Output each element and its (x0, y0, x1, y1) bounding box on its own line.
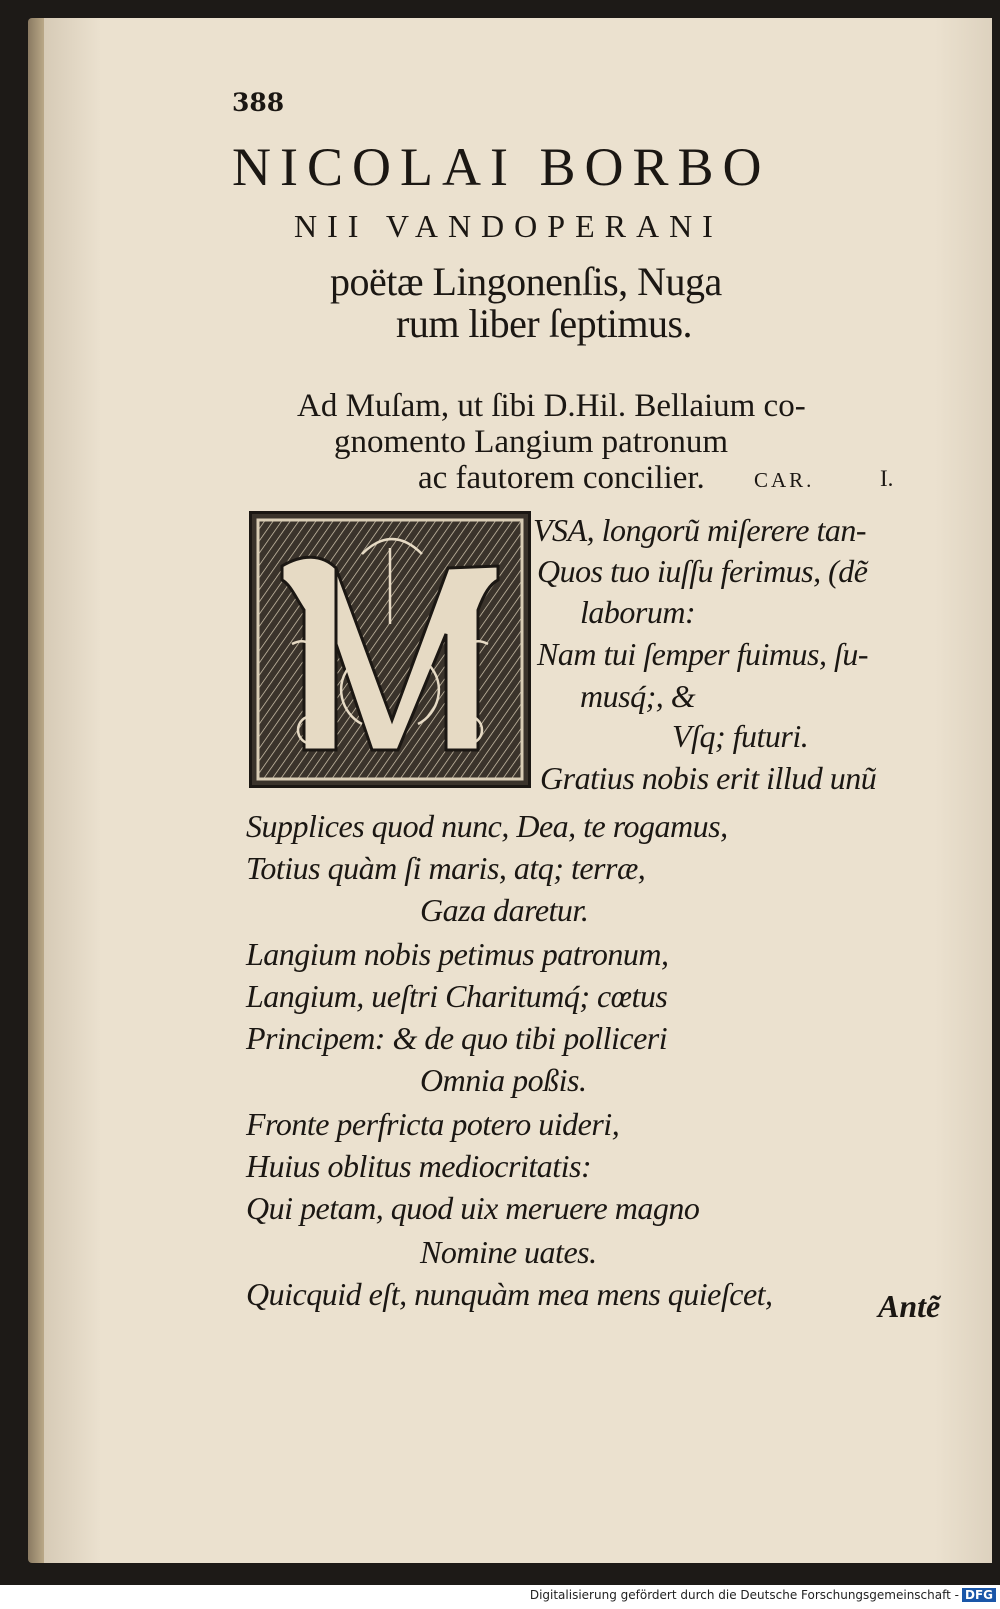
verse-line-11: Langium nobis petimus patronum, (246, 936, 669, 972)
verse-line-5: musq́;, & (580, 678, 696, 714)
verse-line-13: Principem: & de quo tibi polliceri (246, 1020, 668, 1056)
verse-line-8: Supplices quod nunc, Dea, te rogamus, (246, 808, 728, 844)
heading-line-3: ac fautorem concilier. (418, 460, 705, 496)
title-line-2: NII VANDOPERANI (294, 208, 723, 244)
carmen-number: I. (880, 466, 894, 491)
heading-line-2: gnomento Langium patronum (334, 424, 729, 460)
verse-line-6: Vſq; futuri. (672, 718, 809, 754)
verse-line-14: Omnia poßis. (420, 1062, 587, 1098)
title-line-3: poëtæ Lingonenſis, Nuga (330, 259, 722, 304)
verse-line-17: Qui petam, quod uix meruere magno (246, 1190, 700, 1226)
page-number: 388 (232, 88, 285, 117)
footer-credit (530, 1588, 1000, 1602)
verse-line-4: Nam tui ſemper fuimus, ſu- (537, 636, 868, 672)
verse-line-9: Totius quàm ſi maris, atq; terræ, (246, 850, 646, 886)
decorated-initial-ornament (252, 514, 528, 785)
verse-line-18: Nomine uates. (420, 1234, 597, 1270)
verse-line-10: Gaza daretur. (420, 892, 589, 928)
footer-text: Digitalisierung gefördert durch die Deutsche Forschungsgemeinschaft - (529, 1588, 959, 1602)
title-line-4: rum liber ſeptimus. (396, 301, 693, 346)
carmen-label: CAR. (754, 468, 815, 492)
dfg-logo: DFG (962, 1588, 996, 1602)
verse-line-7: Gratius nobis erit illud unũ (540, 760, 877, 796)
title-line-1: NICOLAI BORBO (232, 137, 771, 197)
verse-line-2: Quos tuo iuſſu ferimus, (dẽ (537, 553, 868, 589)
catchword: Antẽ (878, 1288, 941, 1324)
verse-line-15: Fronte perfricta potero uideri, (246, 1106, 620, 1142)
verse-line-3: laborum: (580, 594, 696, 630)
verse-line-1: VSA, longorũ miſerere tan- (533, 512, 867, 548)
verse-line-12: Langium, ueſtri Charitumq́; cœtus (246, 978, 668, 1014)
verse-line-16: Huius oblitus mediocritatis: (246, 1148, 592, 1184)
decorated-initial (249, 511, 531, 788)
verse-line-19: Quicquid eſt, nunquàm mea mens quieſcet, (246, 1276, 773, 1312)
heading-line-1: Ad Muſam, ut ſibi D.Hil. Bellaium co- (297, 388, 806, 424)
